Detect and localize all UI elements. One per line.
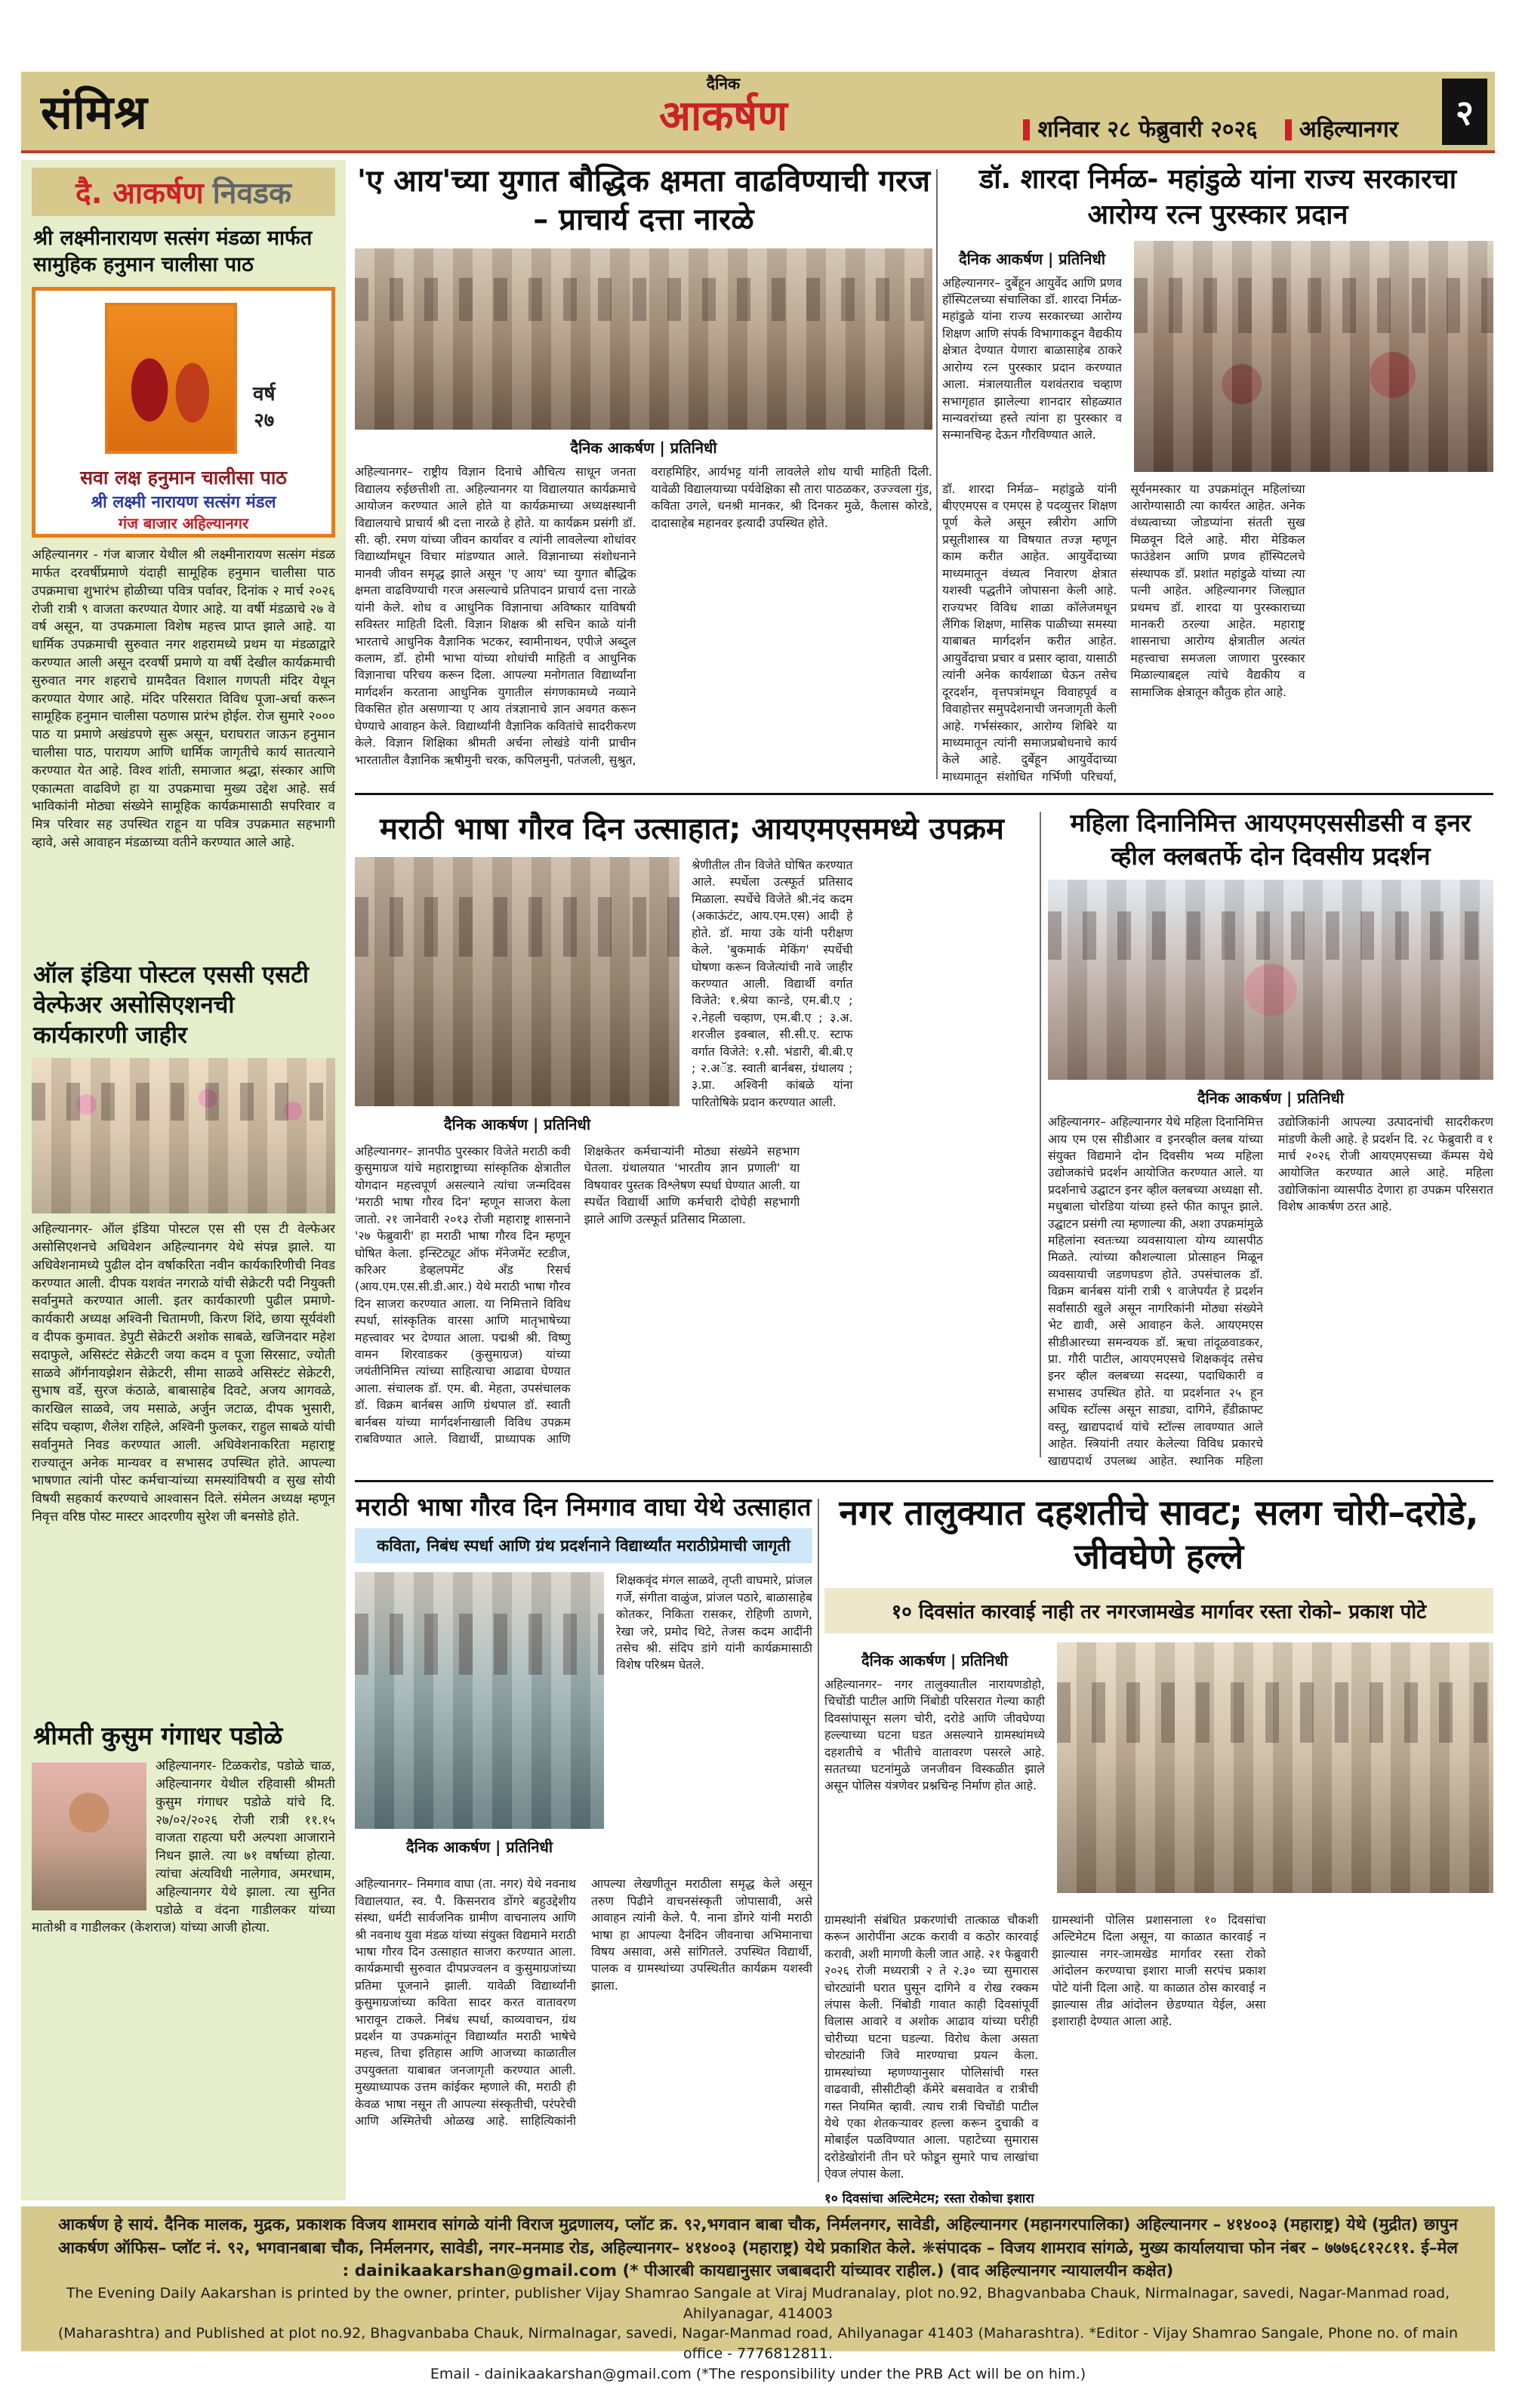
article-nagar-lead-row [824, 1642, 1493, 1903]
article-nagar-photo [1057, 1642, 1493, 1893]
vertical-divider [936, 169, 938, 779]
article-sharda-intro: अहिल्यानगर– दुर्बेहून आयुर्वेद आणि प्रणव हॉस्पिटलच्या संचालिका डॉ. शारदा निर्मळ- महांडुळे यांना राज्य सरकारच्या आरोग्य शिक्षण आणि संपर्क विभागाकडून वैद्यकीय क्षेत्रात देण्यात येणारा बाळासाहेब ठाकरे आरोग्य रत्न पुरस्कार प्रदान करण्यात आला. मंत्रालयातील यशवंतराव चव्हाण सभागृहात झालेल्या शानदार सोहळ्यात मान्यवरांच्या हस्ते त्यांना हा पुरस्कार व सन्मानचिन्ह देऊन गौरविण्यात आले. [942, 275, 1122, 442]
city-item [1285, 113, 1398, 143]
article-nagar-lead-column [824, 1642, 1045, 1903]
imprint-line-6: Email - dainikaakarshan@gmail.com (*The responsibility under the PRB Act will be on him.) [430, 2366, 1086, 2383]
article-mahila-headline: महिला दिनानिमित्त आयएमएससीडसी व इनर व्हील क्लबतर्फे दोन दिवसीय प्रदर्शन [1070, 808, 1471, 871]
article-ims-intro: श्रेणीतील तीन विजेते घोषित करण्यात आले. स्पर्धेला उत्स्फूर्त प्रतिसाद मिळाला. स्पर्धेचे विजेते श्री.नंद कदम (अकाऊंटंट, आय.एम.एस) आदी हे होते. डॉ. माया उके यांनी परीक्षण केले. 'बुकमार्क मेकिंग' स्पर्धेची घोषणा करून विजेत्यांची नावे जाहीर करण्यात आली. विद्यार्थी वर्गात विजेते: १.श्रेया कान्डे, एम.बी.ए ; २.नेहली चव्हाण, एम.बी.ए ; ३.अ. शरजील इक्बाल, सी.सी.ए. स्टाफ वर्गात विजेते: १.सौ. भंडारी, बी.बी.ए ; २.अॅड. स्वाती बार्नबस, ग्रंथालय ; ३.प्रा. अश्विनी कांबळे यांना पारितोषिके प्रदान करण्यात आली. [692, 858, 853, 1109]
article-nimgaon-headline: मराठी भाषा गौरव दिन निमगाव वाघा येथे उत्साहात [356, 1492, 812, 1522]
article-ai [355, 162, 932, 781]
article-ims [355, 806, 1029, 1460]
satsang-headline: श्री लक्ष्मीनारायण सत्संग मंडळा मार्फत सामुहिक हनुमान चालीसा पाठ [33, 227, 313, 277]
article-sharda-byline: दैनिक आकर्षण | प्रतिनिधी [959, 249, 1105, 268]
article-sharda-body: डॉ. शारदा निर्मळ– महांडुळे यांनी बीएएमएस व एमएस हे पदव्युत्तर शिक्षण पूर्ण केले असून स्त्रीरोग आणि प्रसूतीशास्त्र या विषयात तज्ज्ञ म्हणून काम करीत आहेत. आयुर्वेदाच्या माध्यमातून वंध्यत्व निवारण क्षेत्रात यशस्वी पद्धतीने जोपासना केली आहे. राज्यभर विविध शाळा कॉलेजमधून लैंगिक शिक्षण, मासिक पाळीच्या समस्या याबाबत मार्गदर्शन करीत आहेत. आयुर्वेदाचा प्रचार व प्रसार व्हावा, यासाठी त्यांनी अनेक कार्यशाळा घेऊन तसेच दूरदर्शन, वृत्तपत्रांमधून विवाहपूर्व व विवाहोत्तर समुपदेशनाची जनजागृती केली आहे. गर्भसंस्कार, आरोग्य शिबिरे या माध्यमातून त्यांनी समाजप्रबोधनाचे कार्य केले आहे. दुर्बेहून आयुर्वेदाच्या माध्यमातून संशोधित गर्भिणी परिचर्या, सूर्यनमस्कार या उपक्रमांतून महिलांच्या आरोग्यासाठी त्या कार्यरत आहेत. अनेक वंध्यत्वाच्या जोडप्यांना संतती सुख मिळवून दिले आहे. मीरा मेडिकल फाउंडेशन आणि प्रणव हॉस्पिटलचे संस्थापक डॉ. प्रशांत महांडुळे यांच्या त्या पत्नी आहेत. अहिल्यानगर जिल्ह्यात प्रथमच डॉ. शारदा या पुरस्काराच्या मानकरी ठरल्या आहेत. महाराष्ट्र शासनाचा आरोग्य क्षेत्रातील अत्यंत महत्त्वाचा समजला जाणारा पुरस्कार मिळाल्याबद्दल त्यांचे वैद्यकीय व सामाजिक क्षेत्रातून कौतुक होत आहे. [942, 481, 1305, 784]
masthead [618, 73, 829, 140]
article-nagar [824, 1491, 1493, 2208]
sidebar-brand-gray: निवडक [212, 176, 291, 211]
article-nimgaon-subhead: कविता, निबंध स्पर्धा आणि ग्रंथ प्रदर्शनाने विद्यार्थ्यांत मराठीप्रेमाची जागृती [355, 1528, 812, 1563]
page-header [21, 72, 1495, 153]
satsang-caption-3: गंज बाजार अहिल्यानगर [118, 514, 249, 533]
postal-association-photo [32, 1058, 335, 1213]
article-ims-lead-row [355, 857, 1029, 1140]
dateline [1023, 113, 1398, 143]
article-mahila [1048, 806, 1493, 1485]
article-ims-lead-column [692, 857, 1029, 1140]
red-bullet-icon [1285, 119, 1292, 140]
article-mahila-photo [1048, 880, 1493, 1080]
edition-city: अहिल्यानगर [1299, 116, 1398, 143]
issue-date: शनिवार २८ फेब्रुवारी २०२६ [1037, 116, 1258, 143]
satsang-caption-1: सवा लक्ष हनुमान चालीसा पाठ [80, 467, 287, 489]
article-nagar-headline: नगर तालुक्यात दहशतीचे सावट; सलग चोरी–दरोडे, जीवघेणे हल्ले [839, 1492, 1479, 1577]
sidebar-column [21, 160, 346, 2200]
article-sharda-lead-row [942, 241, 1493, 472]
article-ai-headline: 'ए आय'च्या युगात बौद्धिक क्षमता वाढविण्याची गरज – प्राचार्य दत्ता नारळे [356, 164, 931, 238]
article-ai-byline: दैनिक आकर्षण | प्रतिनिधी [570, 439, 717, 458]
postal-headline: ऑल इंडिया पोस्टल एससी एसटी वेल्फेअर असोसिएशनची कार्यकारणी जाहीर [33, 961, 309, 1049]
masthead-title: आकर्षण [658, 91, 787, 140]
article-ai-body: अहिल्यानगर– राष्ट्रीय विज्ञान दिनाचे औचित्य साधून जनता विद्यालय रुईछत्तीशी ता. अहिल्यानगर या विद्यालयात कार्यक्रमाचे आयोजन करण्यात आले होते या कार्यक्रमाच्या अध्यक्षस्थानी विद्यालयाचे प्राचार्य श्री दत्ता नारळे हे होते. या कार्यक्रम प्रसंगी डॉ. सी. व्ही. रमण यांच्या जीवन कार्यावर व त्यांनी लावलेल्या शोधांवर विद्यार्थ्यांमधून विचार मांडण्यात आले. विज्ञानाच्या संशोधनाने मानवी जीवन समृद्ध झाले असून 'ए आय' च्या युगात बौद्धिक क्षमता वाढविण्याची गरज असल्याचे प्रतिपादन प्राचार्य दत्ता नारळे यांनी केले. शोध व आधुनिक विज्ञानाचा अविष्कार याविषयी सविस्तर माहिती दिली. विज्ञान शिक्षक श्री सचिन काळे यांनी भारताचे आधुनिक वैज्ञानिक भटकर, स्वामीनाथन, एपीजे अब्दुल कलाम, डॉ. होमी भाभा यांच्या शोधांची माहिती व आधुनिक विज्ञानाचा परिचय करून दिला. आपल्या मनोगतात विद्यार्थ्यांना मार्गदर्शन करताना आधुनिक युगातील संगणकामध्ये नव्याने विकसित होत असणाऱ्या ए आय तंत्रज्ञानाचे ज्ञान अवगत करून घेण्याचे आवाहन केले. विद्यार्थ्यांनी वैज्ञानिक कवितांचे सादरीकरण केले. विज्ञान शिक्षिका श्रीमती अर्चना लोखंडे यांनी प्राचीन भारतातील वैज्ञानिक ऋषीमुनी चरक, कपिलमुनी, पतंजली, सुश्रुत, वराहमिहिर, आर्यभट्ट यांनी लावलेले शोध याची माहिती दिली. यावेळी विद्यालयाच्या पर्यवेक्षिका सौ तारा पाठळकर, उज्ज्वला गुंड, कविता उगले, धनश्री मानकर, श्री दिनकर मुळे, कैलास कोरडे, दादासाहेब महानवर इत्यादी उपस्थित होते. [355, 464, 932, 767]
article-nimgaon-lead-row [355, 1572, 812, 1868]
imprint-footer [21, 2206, 1495, 2383]
article-nagar-byline: दैनिक आकर्षण | प्रतिनिधी [861, 1651, 1008, 1670]
sidebar-brand-red: दै. आकर्षण [75, 176, 204, 211]
article-mahila-byline: दैनिक आकर्षण | प्रतिनिधी [1197, 1089, 1344, 1108]
article-ims-photo-stack [355, 857, 679, 1140]
satsang-body: अहिल्यानगर - गंज बाजार येथील श्री लक्ष्मीनारायण सत्संग मंडळ मार्फत दरवर्षीप्रमाणे यंदाही सामूहिक हनुमान चालीसा पाठ उपक्रमाचा शुभारंभ होळीच्या पवित्र पर्वावर, दिनांक २ मार्च २०२६ रोजी रात्री ९ वाजता करण्यात येणार आहे. या वर्षी मंडळाचे २७ वे वर्ष असून, या उपक्रमाला विशेष महत्त्व प्राप्त झाले आहे. या धार्मिक उपक्रमाची सुरुवात नगर शहरामध्ये प्रथम या मंडळाद्वारे करण्यात आली असून दरवर्षी प्रमाणे या वर्षी देखील कार्यक्रमाची सुरुवात नगर शहराचे ग्रामदैवत विशाल गणपती मंदिर येथून करण्यात येणार आहे. मंदिर परिसरात विविध पूजा-अर्चा करून सामूहिक हनुमान चालीसा पठणास प्रारंभ होईल. रोज सुमारे २००० पाठ या प्रमाणे अखंडपणे सुरू असून, घराघरात जाऊन हनुमान चालीसा पाठ, पारायण आणि धार्मिक जागृतीचे कार्य सातत्याने करण्यात येत आहे. विश्व शांती, समाजात श्रद्धा, संस्कार आणि एकात्मता वाढविणे हा या उपक्रमाचा मुख्य उद्देश आहे. सर्व भाविकांनी मोठ्या संख्येने सामूहिक कार्यक्रमासाठी सपरिवार व मित्र परिवार सह उपस्थित राहून या पवित्र उपक्रमात सहभागी व्हावे, असे आवाहन मंडळाच्या वतीने करण्यात आले आहे. [32, 547, 335, 850]
article-nagar-intro: अहिल्यानगर– नगर तालुक्यातील नारायणडोहो, चिचोंडी पाटील आणि निंबोडी परिसरात गेल्या काही दिवसांपासून सलग चोरी, दरोडे आणि जीवघेण्या हल्ल्याच्या घटना घडत असल्याने ग्रामस्थांमध्ये दहशतीचे व भीतीचे वातावरण पसरले आहे. सततच्या घटनांमुळे जनजीवन विस्कळीत झाले असून पोलिस यंत्रणेवर प्रश्नचिन्ह निर्माण होत आहे. [824, 1676, 1045, 1793]
year-value: २७ [254, 409, 275, 433]
article-sharda-photo [1134, 241, 1493, 472]
article-nimgaon-photo-stack [355, 1572, 604, 1868]
imprint-line-3: : dainikaakarshan@gmail.com (* पीआरबी कायद्यानुसार जबाबदारी यांच्यावर राहील.) (वाद अहिल्यानगर न्यायालयीन कक्षेत) [342, 2262, 1174, 2281]
vertical-divider [1040, 812, 1041, 1457]
imprint-line-1: आकर्षण हे सायं. दैनिक मालक, मुद्रक, प्रकाशक विजय शामराव सांगळे यांनी विराज मुद्रणालय, प्लॉट क्र. ९२,भगवान बाबा चौक, निर्मलनगर, सावेडी, अहिल्यानगर (महानगरपालिका) अहिल्यानगर – ४१४००३ (महाराष्ट्र) येथे (मुद्रीत) छापुन [58, 2215, 1458, 2234]
article-mahila-body: अहिल्यानगर– अहिल्यानगर येथे महिला दिनानिमित्त आय एम एस सीडीआर व इनरव्हील क्लब यांच्या संयुक्त विद्यमाने दोन दिवसीय भव्य महिला उद्योजकांचे प्रदर्शन आयोजित करण्यात आले. या प्रदर्शनाचे उद्घाटन इनर व्हील क्लबच्या अध्यक्षा सौ. मधुबाला चोरडिया यांच्या हस्ते फीत कापून झाले. उद्घाटन प्रसंगी त्या म्हणाल्या की, अशा उपक्रमांमुळे महिलांना स्वतःच्या व्यवसायाला योग्य व्यासपीठ मिळते. त्यांच्या कौशल्याला प्रोत्साहन मिळून व्यवसायाची जडणघडण होते. उपसंचालक डॉ. विक्रम बार्नबस यांनी रात्री ९ वाजेपर्यंत हे प्रदर्शन सर्वांसाठी खुले असून नागरिकांनी मोठ्या संख्येने भेट द्यावी, असे आवाहन केले. आयएमएस सीडीआरच्या समन्वयक डॉ. ऋचा तांदूळवाडकर, प्रा. गौरी पाटील, आयएमएसचे शिक्षकवृंद तसेच इनर व्हील क्लबच्या सदस्या, पदाधिकारी व सभासद उपस्थित होते. या प्रदर्शनात २५ हून अधिक स्टॉल्स असून साड्या, दागिने, हँडीक्राफ्ट वस्तू, खाद्यपदार्थ यांचे स्टॉल्स लावण्यात आले आहेत. स्त्रियांनी तयार केलेल्या विविध प्रकारचे खाद्यपदार्थ उपलब्ध आहेत. स्थानिक महिला उद्योजिकांनी आपल्या उत्पादनांची सादरीकरण मांडणी केली आहे. हे प्रदर्शन दि. २८ फेब्रुवारी व १ मार्च २०२६ रोजी आयएमएसच्या कॅम्पस येथे आयोजित करण्यात आले आहे. महिला उद्योजिकांना व्यासपीठ देणारा हा उपक्रम परिसरात विशेष आकर्षण ठरत आहे. [1048, 1115, 1493, 1468]
deity-photo [105, 303, 237, 454]
horizontal-divider [355, 793, 1493, 795]
article-sharda-lead-column [942, 241, 1122, 472]
red-bullet-icon [1023, 119, 1030, 140]
article-ims-headline: मराठी भाषा गौरव दिन उत्साहात; आयएमएसमध्ये उपक्रम [380, 812, 1004, 846]
section-label: संमिश्र [41, 85, 148, 140]
imprint-line-5: (Maharashtra) and Published at plot no.92, Bhagvanbaba Chauk, Nirmalnagar, savedi, Nagar-Manmad road, Ahilyanagar 41403 (Maharashtra). *Editor - Vijay Shamrao Sangale, Phone no. of main office - 7776812811. [57, 2325, 1459, 2363]
article-ai-photo [355, 248, 932, 430]
masthead-daily-label: दैनिक [706, 75, 741, 93]
date-item [1023, 113, 1257, 143]
satsang-photo-box [32, 287, 335, 538]
year-word: वर्ष [253, 383, 276, 406]
article-ims-body: अहिल्यानगर– ज्ञानपीठ पुरस्कार विजेते मराठी कवी कुसुमाग्रज यांचे महाराष्ट्राच्या सांस्कृतिक क्षेत्रातील योगदान महत्त्वपूर्ण असल्याने त्यांचा जन्मदिवस 'मराठी भाषा गौरव दिन' म्हणून साजरा केला जातो. २१ जानेवारी २०१३ रोजी महाराष्ट्र शासनाने '२७ फेब्रुवारी' हा मराठी भाषा गौरव दिन म्हणून घोषित केला. इन्स्टिट्यूट ऑफ मॅनेजमेंट स्टडीज, करिअर डेव्हलपमेंट अँड रिसर्च (आय.एम.एस.सी.डी.आर.) येथे मराठी भाषा गौरव दिन साजरा करण्यात आला. या निमित्ताने विविध स्पर्धा, सांस्कृतिक वारसा आणि मातृभाषेच्या महत्त्वावर भर देण्यात आला. पद्मश्री श्री. विष्णु वामन शिरवाडकर (कुसुमाग्रज) यांच्या जयंतीनिमित्त त्यांच्या साहित्याचा आढावा घेण्यात आला. संचालक डॉ. एम. बी. मेहता, उपसंचालक डॉ. विक्रम बार्नबस आणि ग्रंथपाल डॉ. स्वाती बार्नबस यांच्या मार्गदर्शनाखाली विविध उपक्रम राबविण्यात आले. विद्यार्थी, प्राध्यापक आणि शिक्षकेतर कर्मचाऱ्यांनी मोठ्या संख्येने सहभाग घेतला. ग्रंथालयात 'भारतीय ज्ञान प्रणाली' या विषयावर पुस्तक विश्लेषण स्पर्धा घेण्यात आली. या स्पर्धेत विद्यार्थी आणि कर्मचारी दोघेही सहभागी झाले आणि उत्स्फूर्त प्रतिसाद मिळाला. [355, 1144, 800, 1447]
postal-body: अहिल्यानगर- ऑल इंडिया पोस्टल एस सी एस टी वेल्फेअर असोसिएशनचे अधिवेशन अहिल्यानगर येथे संपन्न झाले. या अधिवेशनामध्ये पुढील दोन वर्षाकरिता नवीन कार्यकारिणीची निवड करण्यात आली. दीपक यशवंत नगराळे यांची सेक्रेटरी पदी नियुक्ती सर्वानुमते करण्यात आली. इतर कार्यकारणी पुढील प्रमाणे- कार्यकारी अध्यक्ष अश्विनी चितामणी, किरण शिंदे, छाया सूर्यवंशी व दीपक कुमावत. डेपुटी सेक्रेटरी अशोक साबळे, खजिनदार महेश सदाफुले, असिस्टंट सेक्रेटरी जया कदम व पूजा सिरसाट, ज्योती साळवे ऑर्गनायझेशन सेक्रेटरी, सीमा साळवे असिस्टंट सेक्रेटरी, सुभाष वर्डे, सुरज कंठाळे, बाबासाहेब दिवटे, अजय आगवळे, कारखिल साळवे, जय मसाळे, अर्जुन जटाळ, दीपक भुसारी, संदिप चव्हाण, शैलेश राहिले, अश्विनी फुलकर, राहुल साबळे यांची सर्वानुमते निवड करण्यात आली. अधिवेशनाकरिता महाराष्ट्र राज्यातून अनेक मान्यवर व सभासद उपस्थित होते. आपल्या भाषणात त्यांनी पोस्ट कर्मचाऱ्यांच्या समस्यांविषयी व सुख सोयी विषयी सहकार्य करण्याचे आश्वासन दिले. संमेलन अध्यक्ष म्हणून निवृत्त वरिष्ठ पोस्ट मास्टर आदरणीय सुरेश जी बनसोडे होते. [32, 1222, 335, 1525]
sidebar-brand-band [32, 168, 335, 216]
article-ims-byline: दैनिक आकर्षण | प्रतिनिधी [444, 1115, 590, 1133]
obituary-block [32, 1758, 335, 2060]
article-sharda [942, 162, 1493, 787]
article-nagar-body-a: ग्रामस्थांनी संबंधित प्रकरणांची तात्काळ चौकशी करून आरोपींना अटक करावी व कठोर कारवाई करावी, अशी मागणी केली जात आहे. २१ फेब्रुवारी २०२६ रोजी मध्यरात्री २ ते २.३० च्या सुमारास चोरट्यांनी घरात घुसून दागिने व रोख रक्कम लंपास केली. निंबोडी गावात काही दिवसांपूर्वी विलास आवारे व अशोक आढाव यांच्या घरीही चोरीच्या घटना घडल्या. विरोध केला असता चोरट्यांनी जिवे मारण्याचा प्रयत्न केला. ग्रामस्थांच्या म्हणण्यानुसार पोलिसांची गस्त वाढवावी, सीसीटीव्ही कॅमेरे बसवावेत व रात्रीची गस्त नियमित व्हावी. त्याच रात्री चिचोंडी पाटील येथे एका शेतकऱ्यावर हल्ला करून दुचाकी व मोबाईल पळविण्यात आला. पहाटेच्या सुमारास दरोडेखोरांनी तीन घरे फोडून सुमारे पाच लाखांचा ऐवज लंपास केला. [824, 1912, 1039, 2181]
article-nagar-subhead: १० दिवसांत कारवाई नाही तर नगरजामखेड मार्गावर रस्ता रोको– प्रकाश पोटे [824, 1588, 1493, 1633]
imprint-line-2: आकर्षण ऑफिस– प्लॉट नं. ९२, भगवानबाबा चौक, निर्मलनगर, सावेडी, नगर–मनमाड रोड, अहिल्यानगर– ४१४००३ (महाराष्ट्र) येथे प्रकाशित केले. ❋संपादक – विजय शामराव सांगळे, मुख्य कार्यालयाचा फोन नंबर – ७७७६८१२८११. ई–मेल [58, 2238, 1458, 2258]
obituary-body: अहिल्यानगर- टिळकरोड, पडोळे चाळ, अहिल्यानगर येथील रहिवासी श्रीमती कुसुम गंगाधर पडोळे यांचे दि. २७/०२/२०२६ रोजी रात्री ११.१५ वाजता राहत्या घरी अल्पशा आजाराने निधन झाले. त्या ७१ वर्षाच्या होत्या. त्यांचा अंत्यविधी नालेगाव, अमरधाम, अहिल्यानगर येथे झाला. त्या सुनित पडोळे व वंदना गाडीलकर यांच्या मातोश्री व गाडीलकर (केशराज) यांच्या आजी होत्या. [32, 1759, 335, 1936]
article-nimgaon-photo [355, 1572, 604, 1829]
article-ims-photo [355, 857, 679, 1106]
article-nimgaon-byline: दैनिक आकर्षण | प्रतिनिधी [406, 1838, 553, 1857]
article-nimgaon-lead-column [616, 1572, 812, 1868]
article-nimgaon-intro: शिक्षकवृंद मंगल साळवे, तृप्ती वाघमारे, प्रांजल गर्जे, संगीता वाळुंज, प्रांजल पठारे, बाळासाहेब कोतकर, निकिता रासकर, रोहिणी ठाणगे, रेखा जरे, प्रमोद थिटे, तेजस कदम आदींनी तसेच श्री. संदिप डांगे यांनी कार्यक्रमासाठी विशेष परिश्रम घेतले. [616, 1573, 812, 1673]
article-nagar-inline-subhead: १० दिवसांचा अल्टिमेटम; रस्ता रोकोचा इशारा [824, 2191, 1034, 2206]
year-label [253, 381, 275, 434]
article-nimgaon [355, 1491, 812, 2141]
vertical-divider [818, 1499, 819, 2182]
article-nimgaon-body: अहिल्यानगर– निमगाव वाघा (ता. नगर) येथे नवनाथ विद्यालयात, स्व. पै. किसनराव डोंगरे बहुउद्देशीय संस्था, धर्मटी सार्वजनिक ग्रामीण वाचनालय आणि श्री नवनाथ युवा मंडळ यांच्या संयुक्त विद्यमाने मराठी भाषा गौरव दिन उत्साहात साजरा करण्यात आला. कार्यक्रमाची सुरुवात दीपप्रज्वलन व कुसुमाग्रजांच्या प्रतिमा पूजनाने झाली. यावेळी विद्यार्थ्यांनी कुसुमाग्रजांच्या कविता सादर करत वातावरण भारावून टाकले. निबंध स्पर्धा, काव्यवाचन, ग्रंथ प्रदर्शन या उपक्रमांतून विद्यार्थ्यांत मराठी भाषेचे महत्त्व, तिचा इतिहास आणि आजच्या काळातील उपयुक्तता याबाबत जनजागृती करण्यात आली. मुख्याध्यापक उत्तम कांईकर म्हणाले की, मराठी ही केवळ भाषा नसून ती आपल्या संस्कृतीची, परंपरेची आणि अस्मितेची ओळख आहे. साहित्यिकांनी आपल्या लेखणीतून मराठीला समृद्ध केले असून तरुण पिढीने वाचनसंस्कृती जोपासावी, असे आवाहन त्यांनी केले. पै. नाना डोंगरे यांनी मराठी भाषा हा आपल्या दैनंदिन जीवनाचा अभिमानाचा विषय असावा, असे सांगितले. उपस्थित विद्यार्थी, पालक व ग्रामस्थांच्या उपस्थितीत कार्यक्रम यशस्वी झाला. [355, 1876, 812, 2129]
satsang-caption-2: श्री लक्ष्मी नारायण सत्संग मंडल [91, 493, 276, 513]
page-number-badge: २ [1442, 79, 1487, 145]
obituary-headline: श्रीमती कुसुम गंगाधर पडोळे [33, 1721, 283, 1751]
obituary-portrait-photo [32, 1762, 146, 1910]
article-sharda-headline: डॉ. शारदा निर्मळ- महांडुळे यांना राज्य सरकारचा आरोग्य रत्न पुरस्कार प्रदान [978, 164, 1457, 230]
imprint-line-4: The Evening Daily Aakarshan is printed by the owner, printer, publisher Vijay Shamrao Sangale at Viraj Mudranalay, plot no.92, Bhagvanbaba Chauk, Nirmalnagar, savedi, Nagar-Manmad road, Ahilyanagar, 414003 [66, 2284, 1450, 2322]
article-nagar-body-b: ग्रामस्थांनी पोलिस प्रशासनाला १० दिवसांचा अल्टिमेटम दिला असून, या काळात कारवाई न झाल्यास नगर-जामखेड मार्गावर रस्ता रोको आंदोलन करण्याचा इशारा माजी सरपंच प्रकाश पोटे यांनी दिला आहे. या काळात ठोस कारवाई न झाल्यास तीव्र आंदोलन छेडण्यात येईल, असा इशाराही देण्यात आला आहे. [1052, 1912, 1266, 2029]
article-nagar-body-block [824, 1912, 1493, 2208]
